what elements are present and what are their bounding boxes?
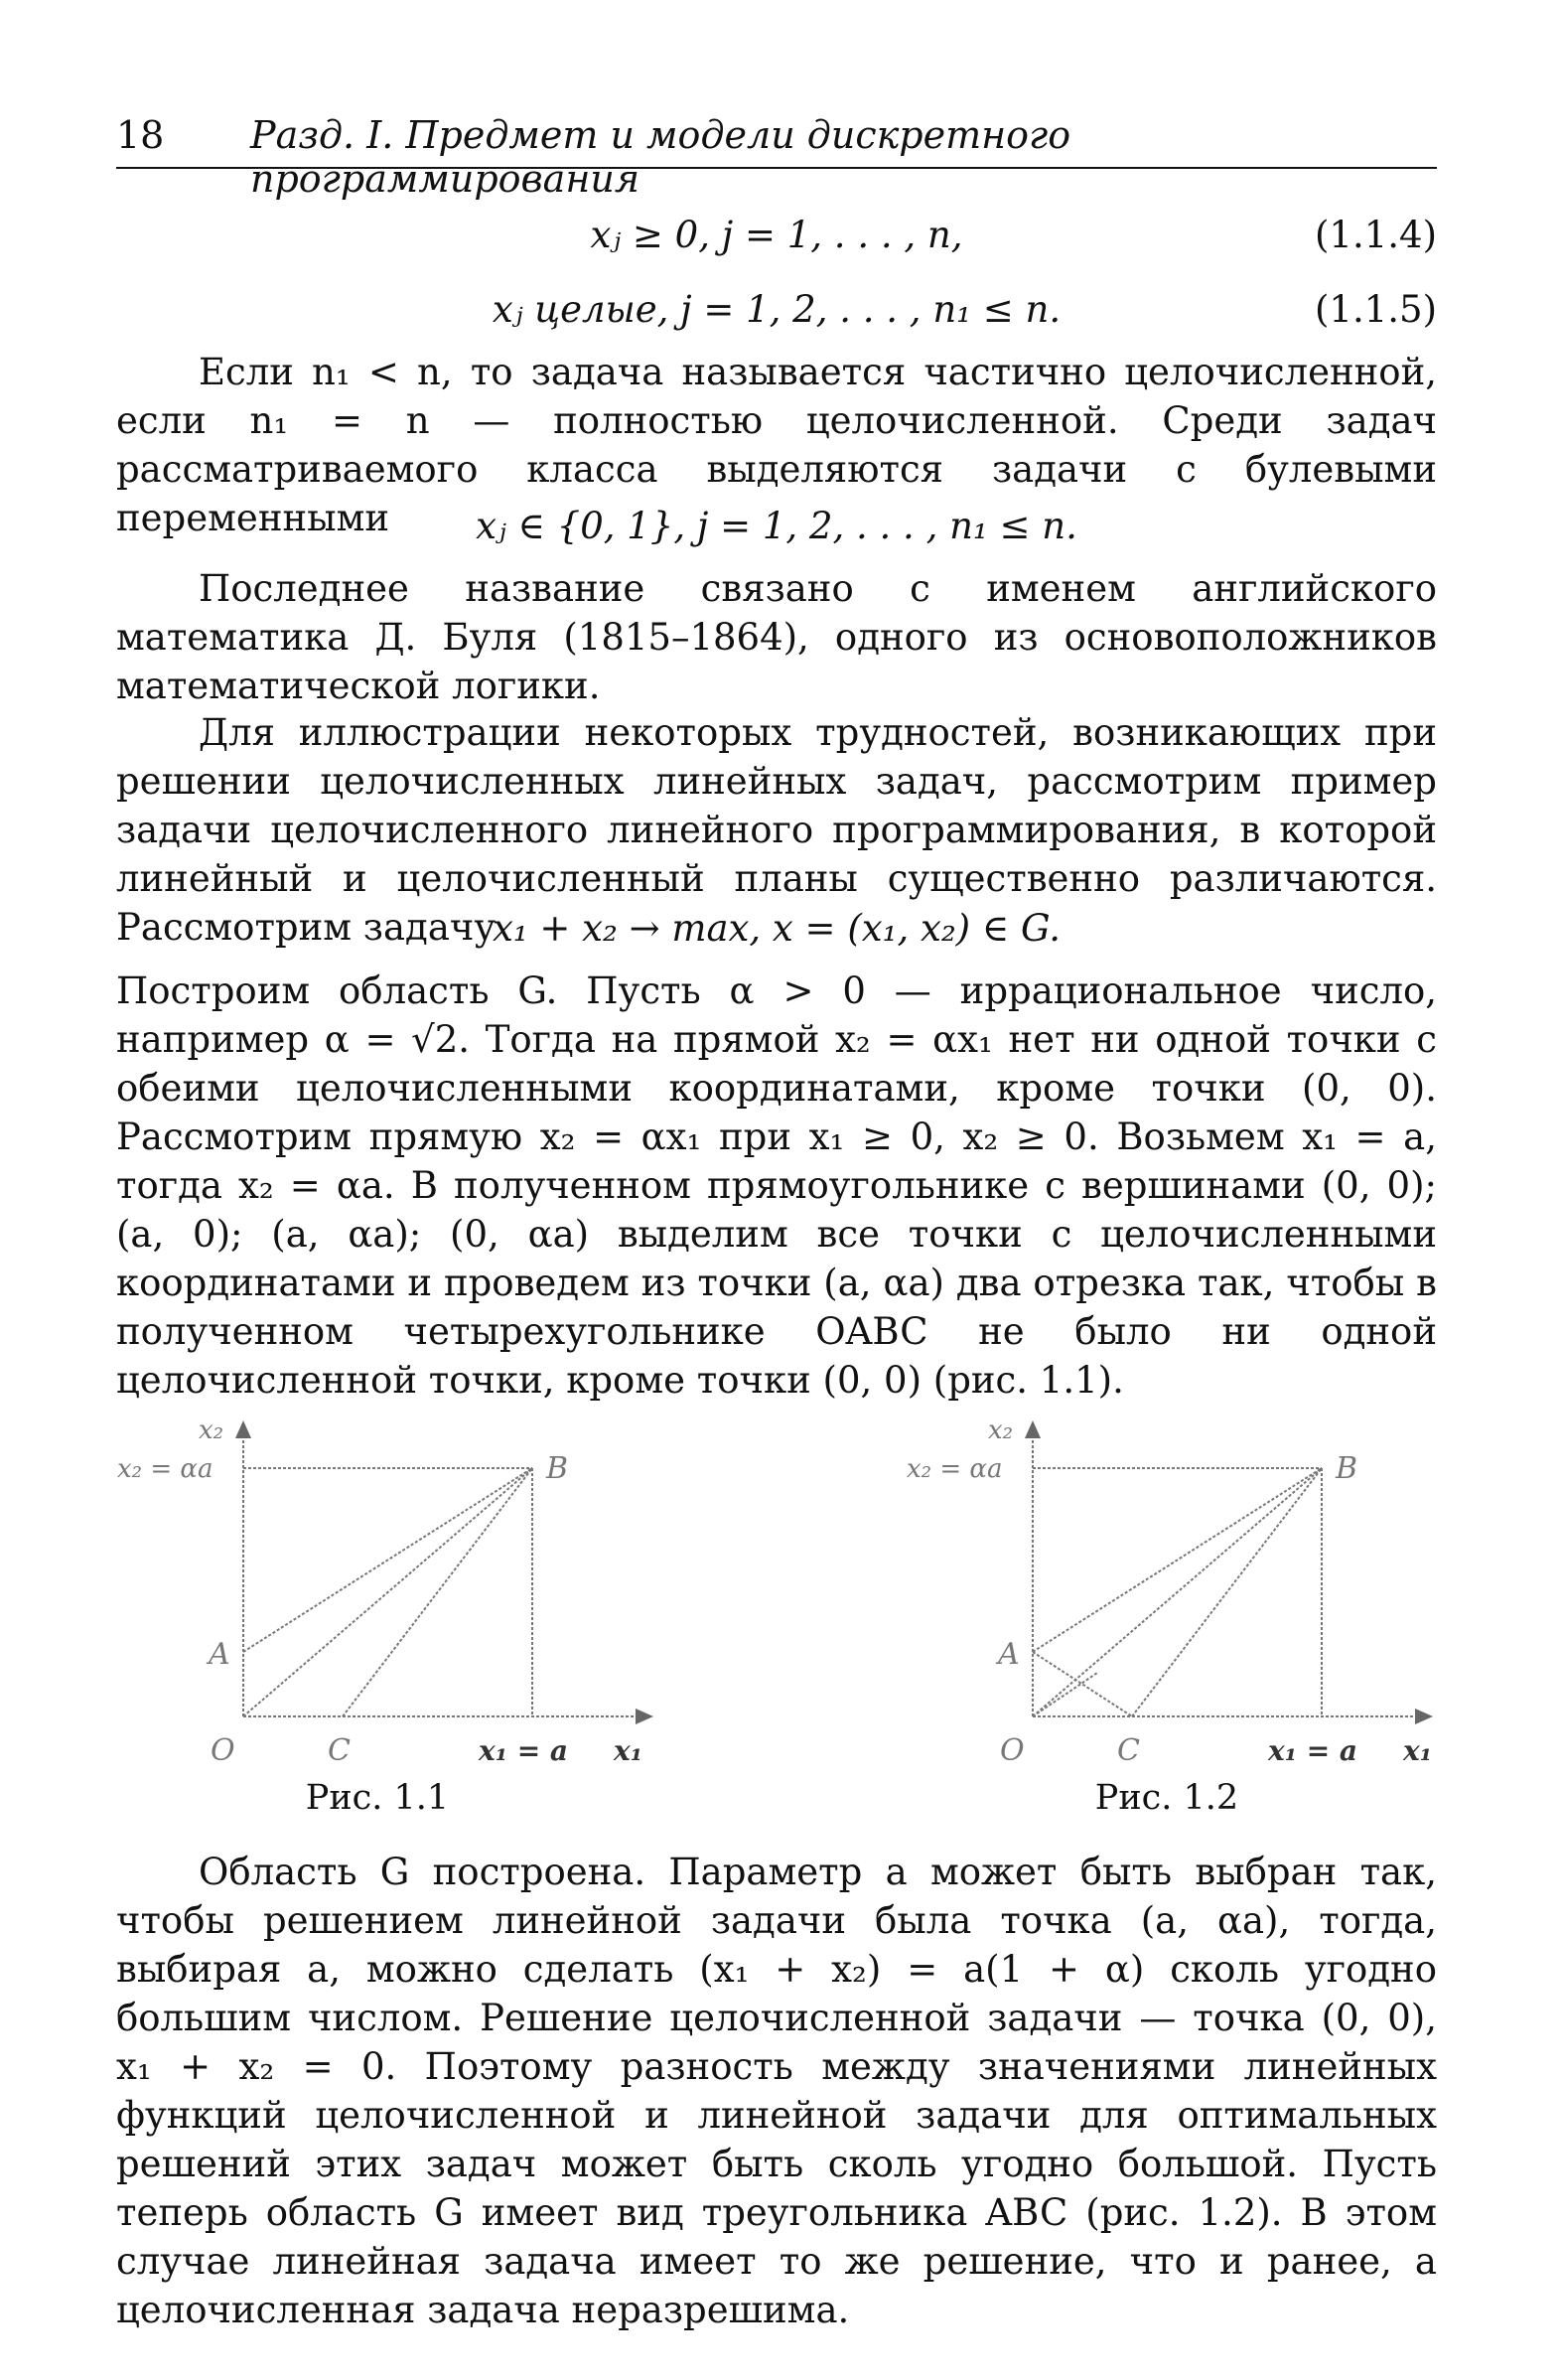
point-a-label: A <box>998 1637 1020 1672</box>
equation-boolean <box>116 505 1437 554</box>
figure-1-2-diagram <box>899 1411 1514 1778</box>
paragraph-text: Последнее название связано с именем английского математика Д. Буля (1815–1864), одного из основоположников математической логики. <box>116 567 1437 707</box>
paragraph-text: Для иллюстрации некоторых трудностей, возникающих при решении целочисленных линейных задач, рассмотрим пример задачи целочисленного линейного программирования, в которой линейный и целочисленный планы существенно различаются. Рассмотрим задачу <box>116 711 1437 949</box>
point-b-label: B <box>1336 1451 1358 1486</box>
diagonal-ob <box>243 1468 532 1716</box>
x-axis-arrow-icon <box>636 1709 653 1724</box>
paragraph-text: Построим область G. Пусть α > 0 — иррациональное число, например α = √2. Тогда на прямой x₂ = αx₁ нет ни одной точки с обеими целочисленными координатами, кроме точки (0, 0). Рассмотрим прямую x₂ = αx₁ при x₁ ≥ 0, x₂ ≥ 0. Возьмем x₁ = a, тогда x₂ = αa. В полученном прямоугольнике с вершинами (0, 0); (a, 0); (a, αa); (0, αa) выделим все точки с целочисленными координатами и проведем из точки (a, αa) два отрезка так, чтобы в полученном четырехугольнике OABC не было ни одной целочисленной точки, кроме точки (0, 0) (рис. 1.1). <box>116 969 1437 1402</box>
page-header <box>116 109 1437 201</box>
axis-x-label: x₁ <box>1403 1734 1432 1767</box>
segment-ab <box>243 1468 532 1652</box>
x-value-label: x₁ = a <box>1268 1734 1358 1767</box>
figure-1-1-caption: Рис. 1.1 <box>305 1778 450 1818</box>
equation-1-1-4 <box>116 214 1437 263</box>
x-value-label: x₁ = a <box>479 1734 569 1767</box>
axis-x-label: x₁ <box>614 1734 642 1767</box>
equation-objective <box>116 907 1437 957</box>
point-c-label: C <box>1117 1733 1140 1768</box>
equation-number: (1.1.5) <box>1314 288 1437 331</box>
figure-1-1 <box>109 1411 804 1828</box>
level-label: x₂ = αa <box>907 1454 1003 1484</box>
segment-ab <box>1033 1468 1322 1652</box>
page-number: 18 <box>116 113 165 157</box>
point-a-label: A <box>209 1637 230 1672</box>
figure-1-2 <box>899 1411 1562 1828</box>
equation-formula: x₁ + x₂ → max, x = (x₁, x₂) ∈ G. <box>492 907 1062 950</box>
paragraph-text: Область G построена. Параметр a может быть выбран так, чтобы решением линейной задачи была точка (a, αa), тогда, выбирая a, можно сделать (x₁ + x₂) = a(1 + α) сколь угодно большим числом. Решение целочисленной задачи — точка (0, 0), x₁ + x₂ = 0. Поэтому разность между значениями линейных функций целочисленной и линейной задачи для оптимальных решений этих задач может быть сколь угодно большой. Пусть теперь область G имеет вид треугольника ABC (рис. 1.2). В этом случае линейная задача имеет то же решение, что и ранее, а целочисленная задача неразрешима. <box>116 1851 1437 2331</box>
equation-formula: xⱼ целые, j = 1, 2, . . . , n₁ ≤ n. <box>492 288 1062 331</box>
running-title: Разд. I. Предмет и модели дискретного программирования <box>250 113 1071 201</box>
segment-cb <box>343 1468 532 1716</box>
figure-1-1-diagram <box>109 1411 804 1778</box>
axis-y-label: x₂ <box>199 1415 224 1445</box>
segment-cross <box>1033 1673 1097 1716</box>
level-label: x₂ = αa <box>117 1454 213 1484</box>
point-o-label: O <box>211 1733 235 1768</box>
paragraph-boole <box>116 564 1437 710</box>
point-o-label: O <box>1000 1733 1025 1768</box>
paragraph-construction <box>116 967 1437 1405</box>
equation-number: (1.1.4) <box>1314 214 1437 256</box>
segment-cb <box>1132 1468 1322 1716</box>
axis-y-label: x₂ <box>988 1415 1014 1445</box>
y-axis-arrow-icon <box>235 1420 251 1438</box>
x-axis-arrow-icon <box>1415 1709 1433 1724</box>
point-b-label: B <box>546 1451 569 1486</box>
paragraph-conclusion <box>116 1848 1437 2334</box>
paragraph-text: Если n₁ < n, то задача называется частично целочисленной, если n₁ = n — полностью целочисленной. Среди задач рассматриваемого класса выделяются задачи с булевыми переменными <box>116 351 1437 539</box>
equation-formula: xⱼ ≥ 0, j = 1, . . . , n, <box>590 214 963 256</box>
equation-formula: xⱼ ∈ {0, 1}, j = 1, 2, . . . , n₁ ≤ n. <box>476 505 1077 547</box>
equation-1-1-5 <box>116 288 1437 338</box>
y-axis-arrow-icon <box>1025 1420 1041 1438</box>
figure-1-2-caption: Рис. 1.2 <box>1094 1778 1239 1818</box>
point-c-label: C <box>328 1733 351 1768</box>
